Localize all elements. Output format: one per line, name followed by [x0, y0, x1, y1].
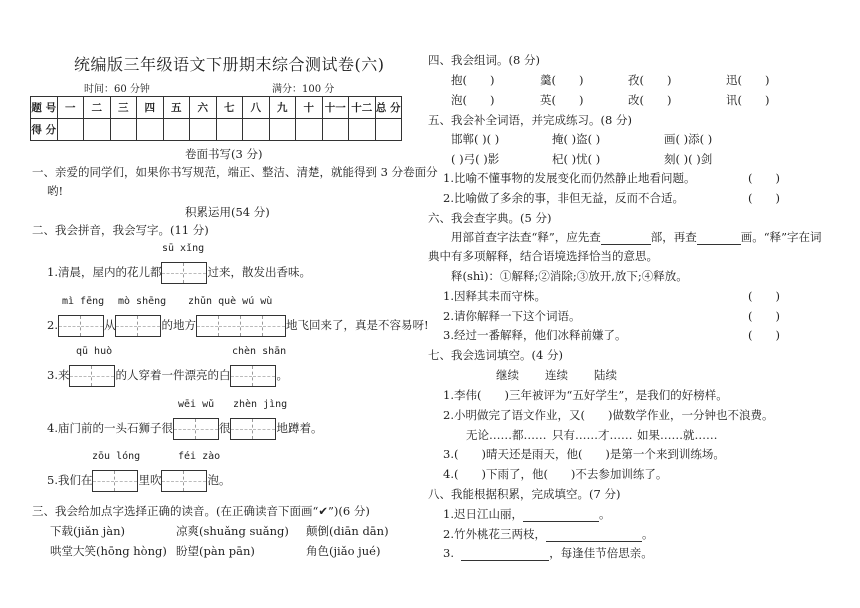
score-header-cell: 六 — [190, 97, 217, 119]
sentence-text: 地飞回来了，真是不容易呀! — [285, 318, 429, 332]
sentence-text: 3. — [443, 546, 454, 560]
q2-item-1 — [47, 262, 311, 284]
q2-item-5 — [47, 470, 230, 492]
sentence-text: 过来，散发出香味。 — [207, 265, 311, 279]
score-cell[interactable] — [375, 119, 402, 141]
score-header-cell: 总 分 — [375, 97, 402, 119]
idiom-blank[interactable]: 画( )添( ) — [664, 132, 713, 146]
word-blank[interactable]: 英( ) — [540, 93, 584, 107]
q5-heading: 五、我会补全词语，并完成练习。(8 分) — [428, 113, 632, 127]
page-title: 统编版三年级语文下册期末综合测试卷(六) — [74, 55, 385, 74]
fill-blank[interactable] — [461, 560, 549, 561]
sentence-text: 地蹲着。 — [276, 421, 323, 435]
pronunciation-item[interactable]: 凉爽(shuǎng suǎng) — [176, 524, 289, 538]
q2-heading: 二、我会拼音，我会写字。(11 分) — [32, 223, 209, 237]
word-blank[interactable]: 迅( ) — [726, 73, 770, 87]
tianzi-grid[interactable] — [69, 365, 115, 387]
pinyin-label: mò shēng — [118, 296, 167, 307]
fill-blank[interactable] — [523, 521, 599, 522]
full-score-label: 满分：100 分 — [272, 84, 335, 95]
word-option: 无论……都…… — [466, 428, 547, 442]
score-cell[interactable] — [243, 119, 270, 141]
word-blank[interactable]: 改( ) — [628, 93, 672, 107]
score-header-cell: 七 — [216, 97, 243, 119]
sentence-text: 。 — [598, 507, 611, 521]
sentence-text: 很 — [218, 421, 231, 435]
score-cell[interactable] — [84, 119, 111, 141]
sentence-text: 3.来 — [47, 368, 70, 382]
word-blank[interactable]: 抱( ) — [451, 73, 495, 87]
score-header-row — [31, 97, 402, 119]
q7-sentence: 4.( )下雨了，他( )不去参加训练了。 — [443, 467, 668, 481]
tianzi-grid[interactable] — [161, 262, 207, 284]
score-header-cell: 四 — [137, 97, 164, 119]
q3-heading: 三、我会给加点字选择正确的读音。(在正确读音下面画“✔”)(6 分) — [32, 504, 370, 518]
sentence-text: 2.竹外桃花三两枝， — [443, 527, 546, 541]
fill-blank[interactable] — [546, 541, 642, 542]
score-header-cell: 五 — [163, 97, 190, 119]
score-header-cell: 一 — [57, 97, 84, 119]
pinyin-label: zhèn jìng — [233, 399, 288, 410]
score-header-cell: 十二 — [349, 97, 376, 119]
pinyin-label: wēi wǔ — [178, 399, 215, 410]
sentence-text: 的人穿着一件漂亮的白 — [115, 368, 231, 382]
q5-sentence: 2.比喻做了多余的事，非但无益，反而不合适。 — [443, 191, 684, 205]
sentence-text: 用部首查字法查“释”，应先查 — [451, 230, 601, 244]
word-option: 只有……才…… — [552, 428, 633, 442]
q5-sentence: 1.比喻不懂事物的发展变化而仍然静止地看问题。 — [443, 171, 696, 185]
q6-sentence: 1.因释其耒而守株。 — [443, 289, 546, 303]
word-option: 陆续 — [594, 368, 617, 382]
q4-heading: 四、我会组词。(8 分) — [428, 53, 540, 67]
sentence-text: ，每逢佳节倍思亲。 — [549, 546, 653, 560]
pronunciation-item[interactable]: 角色(jiǎo jué) — [306, 544, 381, 558]
time-label: 时间：60 分钟 — [84, 84, 150, 95]
pronunciation-item[interactable]: 哄堂大笑(hōng hòng) — [50, 544, 167, 558]
q2-item-3 — [47, 365, 288, 387]
sentence-text: 5.我们在 — [47, 473, 93, 487]
answer-paren[interactable]: ( ) — [748, 191, 780, 205]
pinyin-label: zhǔn què wú wù — [188, 296, 273, 307]
q1-text: 一、亲爱的同学们，如果你书写规范，端正、整洁、清楚，就能得到 3 分卷面分 — [32, 165, 438, 179]
sentence-text: 。 — [276, 368, 288, 382]
score-header-cell: 十一 — [322, 97, 349, 119]
word-option: 连续 — [545, 368, 568, 382]
idiom-blank[interactable]: 邯郸( )( ) — [451, 132, 500, 146]
sentence-text: 泡。 — [207, 473, 231, 487]
score-header-cell: 八 — [243, 97, 270, 119]
fill-blank[interactable] — [601, 244, 651, 245]
q7-sentence: 3.( )晴天还是雨天，他( )是第一个来到训练场。 — [443, 447, 725, 461]
pronunciation-item[interactable]: 盼望(pàn pān) — [176, 544, 255, 558]
sentence-text: 。 — [641, 527, 654, 541]
handwriting-heading: 卷面书写(3 分) — [185, 147, 263, 161]
answer-paren[interactable]: ( ) — [748, 309, 780, 323]
score-cell[interactable] — [190, 119, 217, 141]
q8-item — [443, 506, 610, 522]
word-blank[interactable]: 羹( ) — [540, 73, 584, 87]
fill-blank[interactable] — [697, 244, 741, 245]
q7-heading: 七、我会选词填空。(4 分) — [428, 348, 563, 362]
score-header-cell: 九 — [269, 97, 296, 119]
sentence-text: 从 — [103, 318, 116, 332]
tianzi-grid[interactable] — [115, 315, 161, 337]
score-row-label: 得 分 — [31, 119, 58, 141]
tianzi-grid[interactable] — [92, 470, 138, 492]
tianzi-grid[interactable] — [196, 315, 286, 337]
tianzi-grid[interactable] — [173, 418, 219, 440]
score-table — [30, 96, 402, 141]
sentence-text: 1.迟日江山丽， — [443, 507, 523, 521]
score-header-cell: 十 — [296, 97, 323, 119]
q7-sentence: 2.小明做完了语文作业，又( )做数学作业，一分钟也不浪费。 — [443, 408, 774, 422]
answer-paren[interactable]: ( ) — [748, 171, 780, 185]
word-option: 如果……就…… — [637, 428, 718, 442]
q8-heading: 八、我能根据积累，完成填空。(7 分) — [428, 487, 621, 501]
idiom-blank[interactable]: 刻( )( )剑 — [664, 152, 713, 166]
q2-item-2 — [47, 315, 429, 337]
idiom-blank[interactable]: 掩( )盗( ) — [552, 132, 601, 146]
idiom-blank[interactable]: 杞( )忧( ) — [552, 152, 601, 166]
sentence-text: 部，再查 — [650, 230, 697, 244]
q6-definition: 释(shì)：①解释;②消除;③放开,放下;④释放。 — [451, 269, 688, 283]
sentence-text: 的地方 — [161, 318, 196, 332]
q6-sentence: 2.请你解释一下这个词语。 — [443, 309, 581, 323]
score-cell[interactable] — [349, 119, 376, 141]
idiom-blank[interactable]: ( )弓( )影 — [451, 152, 500, 166]
q8-item — [443, 526, 653, 542]
pinyin-label: féi zào — [178, 451, 221, 462]
tianzi-grid[interactable] — [230, 418, 276, 440]
tianzi-grid[interactable] — [58, 315, 104, 337]
pinyin-label: zōu lóng — [92, 451, 141, 462]
word-blank[interactable]: 泡( ) — [451, 93, 495, 107]
word-blank[interactable]: 讯( ) — [726, 93, 770, 107]
pinyin-label: sū xǐng — [162, 243, 205, 254]
q6-text — [451, 229, 822, 245]
pinyin-label: mì fēng — [62, 296, 105, 307]
score-value-row — [31, 119, 402, 141]
sentence-text: 2. — [47, 318, 58, 332]
score-cell[interactable] — [137, 119, 164, 141]
score-cell[interactable] — [163, 119, 190, 141]
sentence-text: 4.庙门前的一头石狮子很 — [47, 421, 173, 435]
tianzi-grid[interactable] — [230, 365, 276, 387]
score-cell[interactable] — [57, 119, 84, 141]
score-cell[interactable] — [296, 119, 323, 141]
q6-sentence: 3.经过一番解释，他们冰释前嫌了。 — [443, 328, 627, 342]
pinyin-label: qū huò — [76, 346, 113, 357]
pinyin-label: chèn shān — [232, 346, 287, 357]
score-cell[interactable] — [110, 119, 137, 141]
q6-heading: 六、我会查字典。(5 分) — [428, 211, 552, 225]
answer-paren[interactable]: ( ) — [748, 289, 780, 303]
score-cell[interactable] — [216, 119, 243, 141]
sentence-text: 1.清晨，屋内的花儿都 — [47, 265, 162, 279]
q6-text-cont: 典中有多项解释，结合语境选择恰当的意思。 — [428, 249, 658, 263]
sentence-text: 画。“释”字在词 — [740, 230, 822, 244]
q2-item-4 — [47, 418, 322, 440]
score-cell[interactable] — [269, 119, 296, 141]
q8-item — [443, 545, 653, 561]
answer-paren[interactable]: ( ) — [748, 328, 780, 342]
tianzi-grid[interactable] — [161, 470, 207, 492]
word-blank[interactable]: 孜( ) — [628, 73, 672, 87]
pronunciation-item[interactable]: 下载(jiǎn jàn) — [50, 524, 125, 538]
sentence-text: 里吹 — [138, 473, 162, 487]
q1-text-cont: 哟! — [47, 184, 64, 198]
score-cell[interactable] — [322, 119, 349, 141]
q7-sentence: 1.李伟( )三年被评为“五好学生”，是我们的好榜样。 — [443, 388, 728, 402]
score-header-cell: 题 号 — [31, 97, 58, 119]
pronunciation-item[interactable]: 颠倒(diān dān) — [306, 524, 389, 538]
word-option: 继续 — [496, 368, 519, 382]
section-heading: 积累运用(54 分) — [185, 205, 270, 219]
score-header-cell: 二 — [84, 97, 111, 119]
score-header-cell: 三 — [110, 97, 137, 119]
